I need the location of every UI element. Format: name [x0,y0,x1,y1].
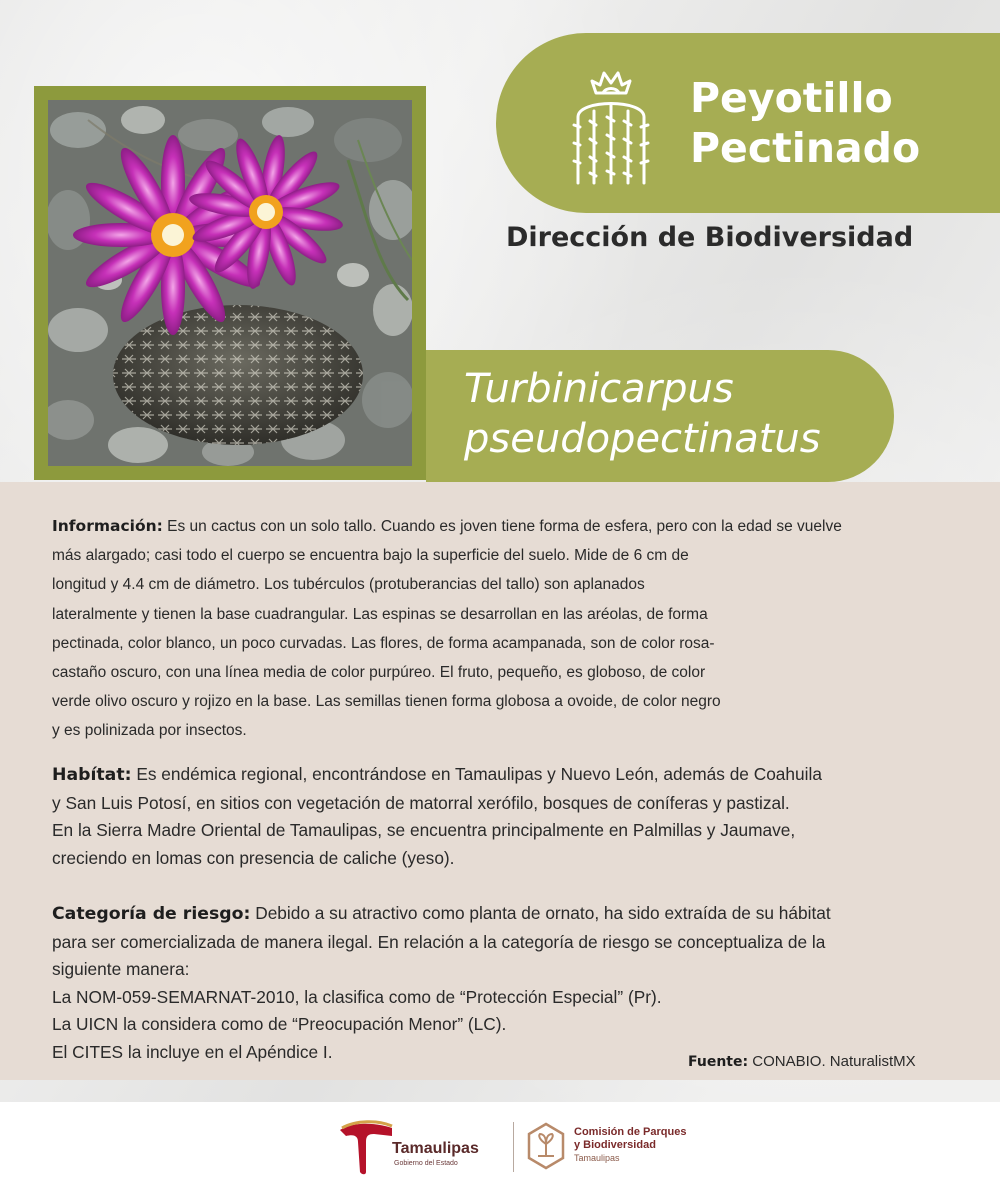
info-line: verde olivo oscuro y rojizo en la base. Las semillas tienen forma globosa a ovoide, de color negro [52,693,721,711]
risk-line: siguiente manera: [52,959,190,979]
title-banner [496,33,1000,213]
cpb-logo-text: Comisión de Parques y Biodiversidad [574,1126,687,1151]
info-line: pectinada, color blanco, un poco curvadas. Las flores, de forma acampanada, son de color rosa- [52,634,715,652]
footer [0,1102,1000,1200]
title-line-1: Peyotillo [690,74,893,122]
risk-label: Categoría de riesgo: [52,904,251,924]
risk-line: La NOM-059-SEMARNAT-2010, la clasifica como de “Protección Especial” (Pr). [52,986,662,1007]
tamaulipas-logo-subtext: Gobierno del Estado [394,1160,458,1167]
scientific-name-banner [426,350,894,482]
content-panel [0,482,1000,1080]
info-paragraph [52,512,842,746]
scientific-name [464,364,821,464]
risk-line: para ser comercializada de manera ilegal. En relación a la categoría de riesgo se conceptualiza de la [52,931,826,952]
footer-divider [513,1122,514,1172]
scientific-name-species: pseudopectinatus [464,416,821,462]
cactus-icon [566,55,656,185]
habitat-paragraph [52,761,942,873]
scientific-name-genus: Turbinicarpus [464,366,734,412]
habitat-label: Habítat: [52,765,132,785]
source-label: Fuente: [688,1054,749,1070]
risk-line: El CITES la incluye en el Apéndice I. [52,1041,333,1062]
info-line: castaño oscuro, con una línea media de color purpúreo. El fruto, pequeño, es globoso, de color [52,664,706,682]
info-line: y es polinizada por insectos. [52,722,247,740]
habitat-line: y San Luis Potosí, en sitios con vegetación de matorral xerófilo, bosques de coníferas y pastizal. [52,792,790,813]
habitat-line: Habítat: Es endémica regional, encontrándose en Tamaulipas y Nuevo León, además de Coahuila [52,764,822,785]
info-line: lateralmente y tienen la base cuadrangular. Las espinas se desarrollan en las aréolas, de forma [52,605,708,623]
habitat-line: creciendo en lomas con presencia de caliche (yeso). [52,848,455,869]
risk-line: La UICN la considera como de “Preocupación Menor” (LC). [52,1014,507,1034]
tamaulipas-logo-text: Tamaulipas [392,1140,479,1157]
info-line: más alargado; casi todo el cuerpo se encuentra bajo la superficie del suelo. Mide de 6 cm de [52,547,689,565]
risk-paragraph [52,900,952,1066]
title-line-2: Pectinado [690,124,921,172]
source-credit [688,1053,916,1070]
department-subtitle: Dirección de Biodiversidad [506,222,914,253]
info-line: Información: Es un cactus con un solo tallo. Cuando es joven tiene forma de esfera, pero con la edad se vuelve [52,517,842,535]
cactus-photo-illustration [48,100,412,466]
habitat-line: En la Sierra Madre Oriental de Tamaulipas, se encuentra principalmente en Palmillas y Jaumave, [52,820,796,841]
source-text: CONABIO. NaturalistMX [748,1053,916,1070]
common-name-title [690,73,920,173]
cpb-logo-icon [526,1122,566,1172]
risk-line: Categoría de riesgo: Debido a su atractivo como planta de ornato, ha sido extraída de su hábitat [52,903,831,924]
info-label: Información: [52,517,163,535]
cactus-photo [48,100,412,466]
info-line: longitud y 4.4 cm de diámetro. Los tubérculos (protuberancias del tallo) son aplanados [52,576,645,594]
cpb-logo-subtext: Tamaulipas [574,1153,620,1163]
photo-frame [34,86,426,480]
